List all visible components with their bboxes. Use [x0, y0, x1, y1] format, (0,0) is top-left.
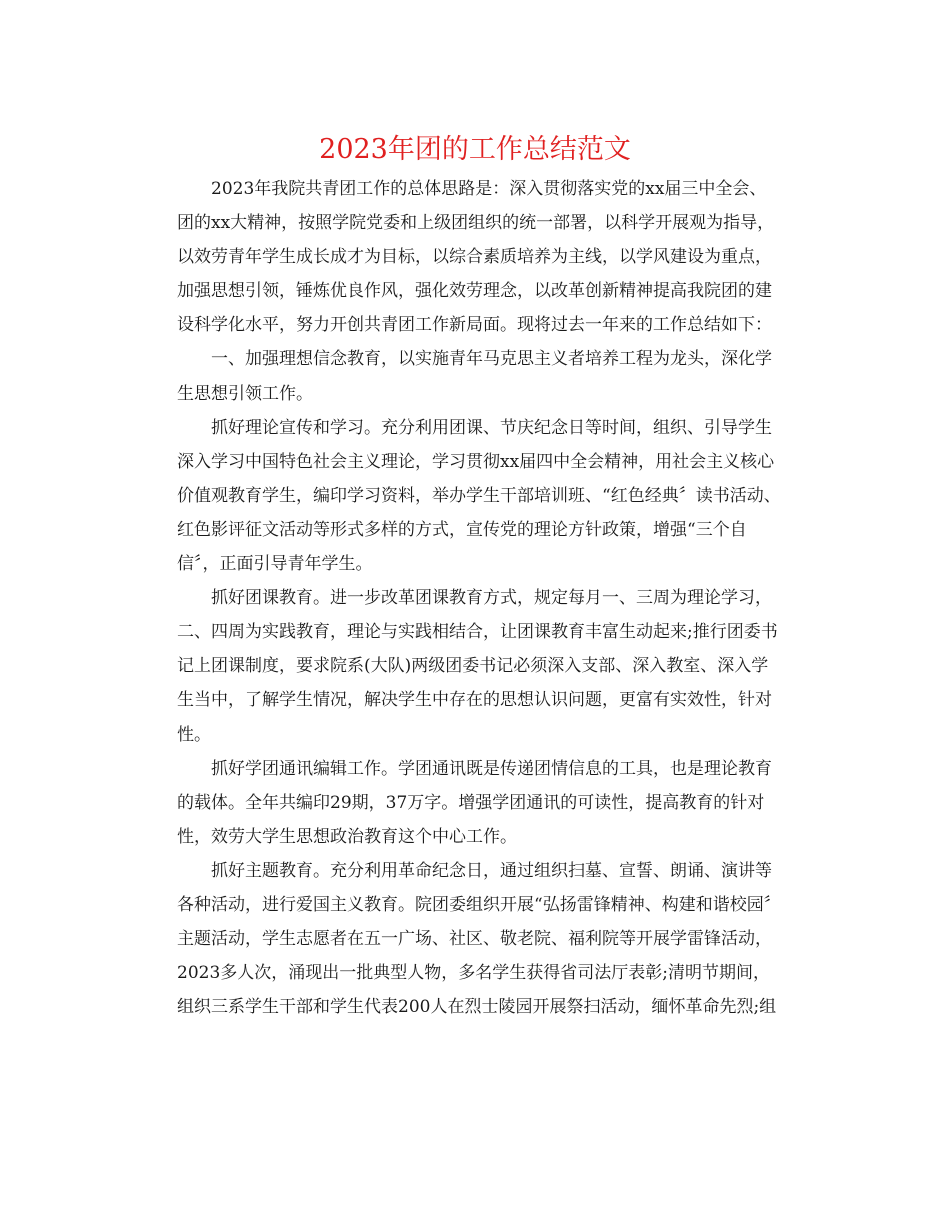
text-line: 主题活动，学生志愿者在五一广场、社区、敬老院、福利院等开展学雷锋活动， — [177, 929, 772, 950]
text-line: 性，效劳大学生思想政治教育这个中心工作。 — [177, 826, 517, 847]
text-line: 性。 — [177, 724, 211, 745]
text-line: 一、加强理想信念教育，以实施青年马克思主义者培养工程为龙头，深化学 — [211, 349, 772, 370]
text-line: 2023多人次，涌现出一批典型人物，多名学生获得省司法厅表彰;清明节期间， — [177, 963, 770, 984]
text-line: 团的xx大精神，按照学院党委和上级团组织的统一部署，以科学开展观为指导， — [177, 213, 775, 234]
text-line: 信〞，正面引导青年学生。 — [177, 554, 373, 575]
text-line: 抓好主题教育。充分利用革命纪念日，通过组织扫墓、宣誓、朗诵、演讲等 — [211, 860, 772, 881]
text-line: 各种活动，进行爱国主义教育。院团委组织开展“弘扬雷锋精神、构建和谐校园〞 — [177, 894, 781, 915]
text-line: 记上团课制度，要求院系(大队)两级团委书记必须深入支部、深入教室、深入学 — [177, 656, 769, 677]
document-title: 2023年团的工作总结范文 — [319, 134, 631, 165]
text-line: 二、四周为实践教育，理论与实践相结合，让团课教育丰富生动起来;推行团委书 — [177, 622, 778, 643]
text-line: 生当中，了解学生情况，解决学生中存在的思想认识问题，更富有实效性，针对 — [177, 690, 772, 711]
text-line: 红色影评征文活动等形式多样的方式，宣传党的理论方针政策，增强“三个自 — [177, 519, 747, 540]
text-line: 组织三系学生干部和学生代表200人在烈士陵园开展祭扫活动，缅怀革命先烈;组 — [177, 997, 777, 1018]
paragraph-intro — [143, 172, 813, 342]
paragraph-newsletter — [143, 752, 813, 854]
text-line: 抓好团课教育。进一步改革团课教育方式，规定每月一、三周为理论学习， — [211, 588, 772, 609]
paragraph-theory-study — [143, 411, 813, 581]
paragraph-theme-education — [143, 854, 813, 1024]
text-line: 2023年我院共青团工作的总体思路是：深入贯彻落实党的xx届三中全会、 — [211, 179, 767, 199]
text-line: 的载体。全年共编印29期，37万字。增强学团通讯的可读性，提高教育的针对 — [177, 792, 765, 813]
text-line: 深入学习中国特色社会主义理论，学习贯彻xx届四中全会精神，用社会主义核心 — [177, 451, 775, 472]
paragraph-league-class — [143, 581, 813, 751]
text-line: 加强思想引领，锤炼优良作风，强化效劳理念，以改革创新精神提高我院团的建 — [177, 281, 772, 302]
paragraph-section-heading — [143, 342, 813, 410]
document-body — [143, 172, 813, 1024]
text-line: 抓好理论宣传和学习。充分利用团课、节庆纪念日等时间，组织、引导学生 — [211, 417, 772, 438]
text-line: 以效劳青年学生成长成才为目标，以综合素质培养为主线，以学风建设为重点， — [177, 247, 772, 268]
text-line: 生思想引领工作。 — [177, 383, 313, 404]
text-line: 价值观教育学生，编印学习资料，举办学生干部培训班、“红色经典〞读书活动、 — [177, 485, 781, 506]
text-line: 抓好学团通讯编辑工作。学团通讯既是传递团情信息的工具，也是理论教育 — [211, 758, 772, 779]
text-line: 设科学化水平，努力开创共青团工作新局面。现将过去一年来的工作总结如下： — [177, 315, 772, 336]
